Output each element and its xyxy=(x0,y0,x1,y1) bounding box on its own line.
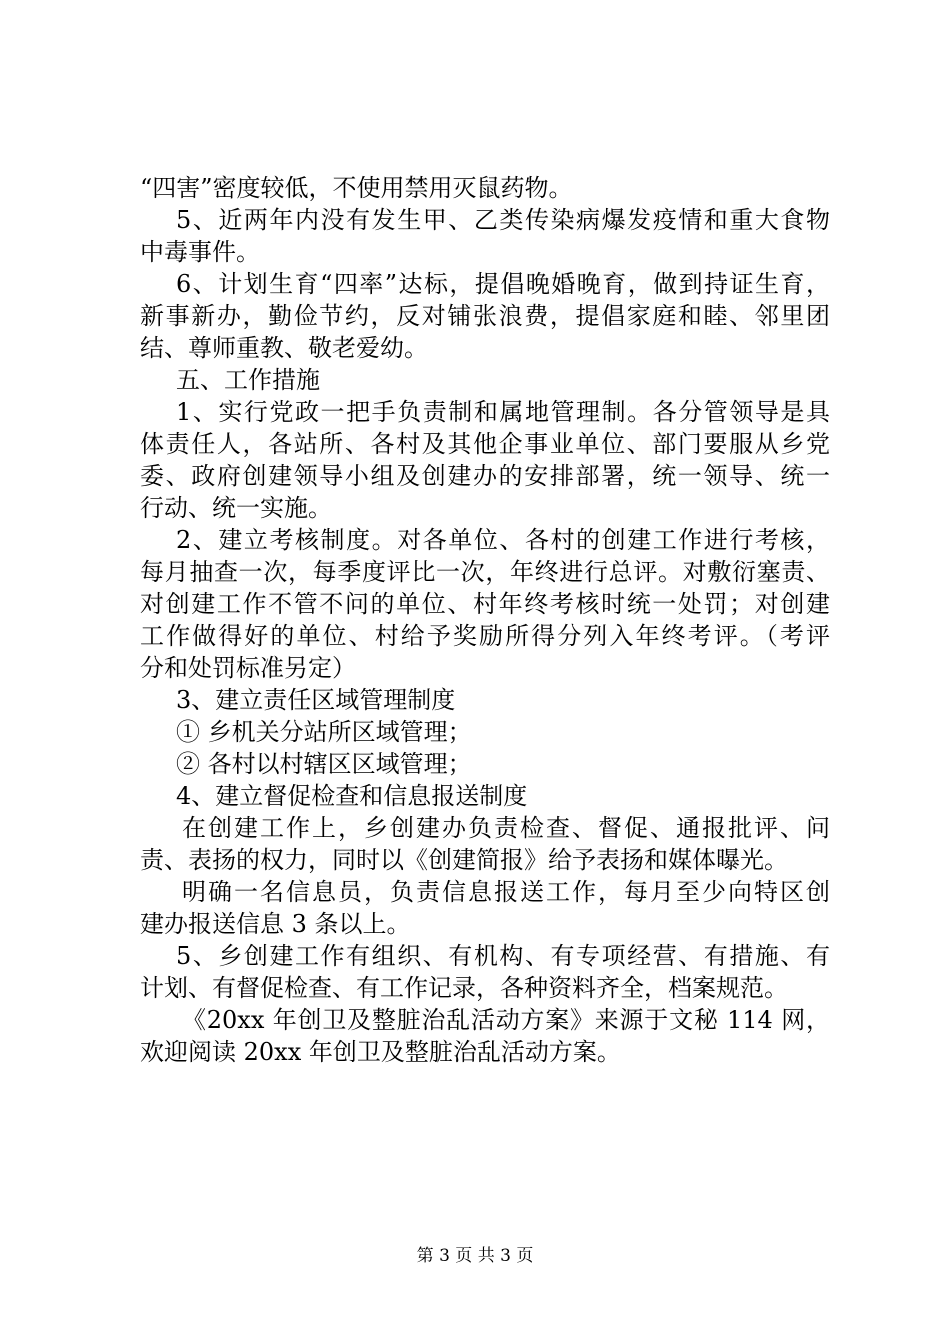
text-line: 工作做得好的单位、村给予奖励所得分列入年终考评。（考评 xyxy=(140,622,830,650)
text-line: 行动、统一实施。 xyxy=(140,494,332,522)
text-line: 五、工作措施 xyxy=(176,366,320,394)
text-line: ② 各村以村辖区区域管理； xyxy=(176,750,472,778)
document-body xyxy=(140,172,830,1068)
text-line: 《20xx 年创卫及整脏治乱活动方案》来源于文秘 114 网， xyxy=(182,1006,830,1034)
text-line: “四害”密度较低，不使用禁用灭鼠药物。 xyxy=(140,174,573,202)
text-line: 对创建工作不管不问的单位、村年终考核时统一处罚；对创建 xyxy=(140,590,830,618)
text-line: 委、政府创建领导小组及创建办的安排部署，统一领导、统一 xyxy=(140,462,830,490)
text-line: 5、近两年内没有发生甲、乙类传染病爆发疫情和重大食物 xyxy=(176,206,830,234)
page-footer: 第 3 页 共 3 页 xyxy=(416,1246,534,1266)
text-line: 计划、有督促检查、有工作记录，各种资料齐全，档案规范。 xyxy=(140,974,788,1002)
text-line: 建办报送信息 3 条以上。 xyxy=(140,910,411,938)
text-line: 分和处罚标准另定） xyxy=(140,654,356,682)
text-line: 新事新办，勤俭节约，反对铺张浪费，提倡家庭和睦、邻里团 xyxy=(140,302,830,330)
text-line: 责、表扬的权力，同时以《创建简报》给予表扬和媒体曝光。 xyxy=(140,846,788,874)
text-line: 明确一名信息员，负责信息报送工作，每月至少向特区创 xyxy=(182,878,830,906)
text-line: 3、建立责任区域管理制度 xyxy=(176,686,456,714)
text-line: 5、乡创建工作有组织、有机构、有专项经营、有措施、有 xyxy=(176,942,830,970)
text-line: 体责任人，各站所、各村及其他企事业单位、部门要服从乡党 xyxy=(140,430,830,458)
text-line: 结、尊师重教、敬老爱幼。 xyxy=(140,334,428,362)
text-line: 4、建立督促检查和信息报送制度 xyxy=(176,782,528,810)
text-line: 中毒事件。 xyxy=(140,238,260,266)
text-line: 在创建工作上，乡创建办负责检查、督促、通报批评、问 xyxy=(182,814,830,842)
text-line: 6、计划生育“四率”达标，提倡晚婚晚育，做到持证生育， xyxy=(176,270,830,298)
text-line: ① 乡机关分站所区域管理； xyxy=(176,718,472,746)
text-line: 2、建立考核制度。对各单位、各村的创建工作进行考核， xyxy=(176,526,830,554)
text-line: 1、实行党政一把手负责制和属地管理制。各分管领导是具 xyxy=(176,398,830,426)
text-line: 每月抽查一次，每季度评比一次，年终进行总评。对敷衍塞责、 xyxy=(140,558,830,586)
text-line: 欢迎阅读 20xx 年创卫及整脏治乱活动方案。 xyxy=(140,1038,621,1066)
